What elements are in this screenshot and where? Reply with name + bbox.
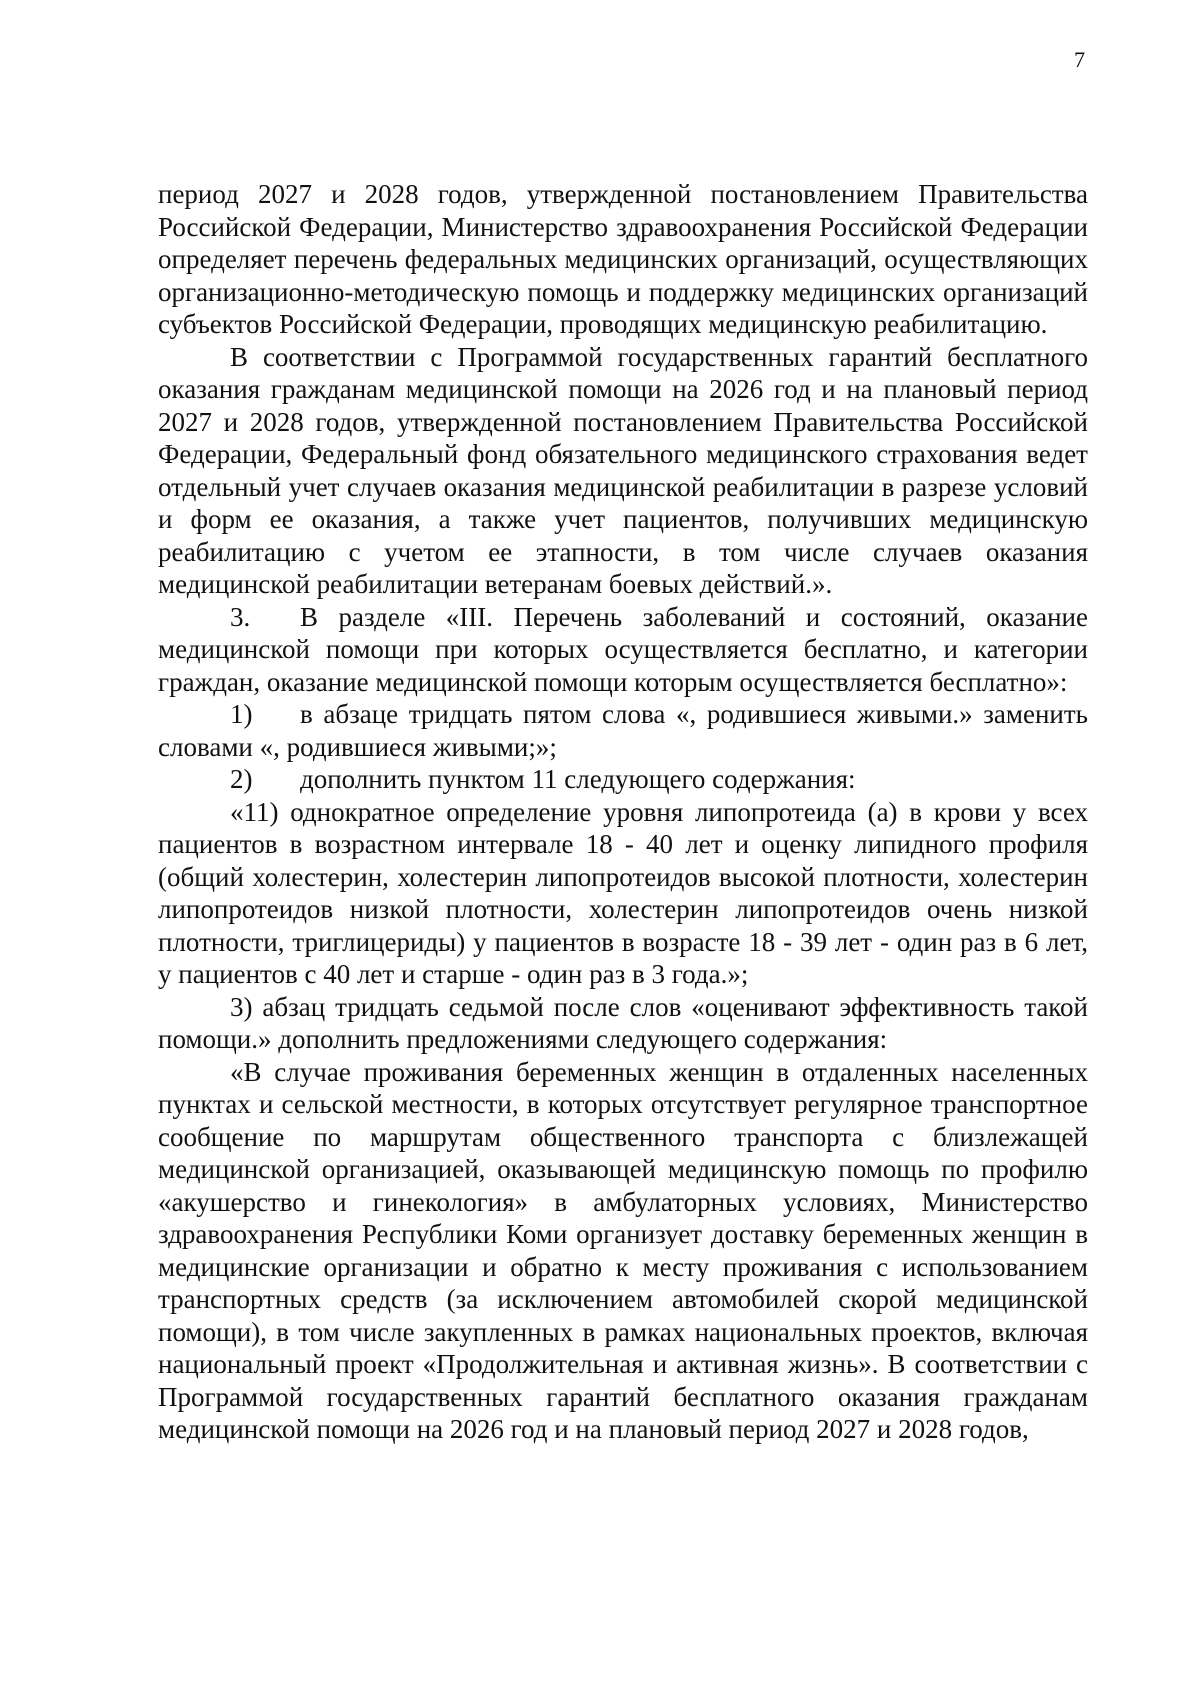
- subitem-number: 1): [230, 699, 253, 729]
- paragraph-item-3: [158, 601, 1088, 699]
- item-number: 3.: [230, 601, 251, 632]
- paragraph-subitem-3: 3) абзац тридцать седьмой после слов «оценивают эффективность такой помощи.» дополнить предложениями следующего содержания:: [158, 991, 1088, 1054]
- paragraph-point-11: «11) однократное определение уровня липопротеида (а) в крови у всех пациентов в возрастном интервале 18 - 40 лет и оценку липидного профиля (общий холестерин, холестерин липопротеидов высокой плотности, холестерин липопротеидов низкой плотности, холестерин липопротеидов очень низкой плотности, триглицериды) у пациентов в возрасте 18 - 39 лет - один раз в 6 лет, у пациентов с 40 лет и старше - один раз в 3 года.»;: [158, 796, 1088, 989]
- subitem-number: 2): [230, 764, 253, 794]
- paragraph-pregnant-transport: «В случае проживания беременных женщин в отдаленных населенных пунктах и сельской местности, в которых отсутствует регулярное транспортное сообщение по маршрутам общественного транспорта с близлежащей медицинской организацией, оказывающей медицинскую помощь по профилю «акушерство и гинекология» в амбулаторных условиях, Министерство здравоохранения Республики Коми организует доставку беременных женщин в медицинские организации и обратно к месту проживания с использованием транспортных средств (за исключением автомобилей скорой медицинской помощи), в том числе закупленных в рамках национальных проектов, включая национальный проект «Продолжительная и активная жизнь». В соответствии с Программой государственных гарантий бесплатного оказания гражданам медицинской помощи на 2026 год и на плановый период 2027 и 2028 годов,: [158, 1056, 1088, 1444]
- page-number: 7: [1074, 47, 1085, 72]
- paragraph-ffoms-accounting: В соответствии с Программой государственных гарантий бесплатного оказания гражданам медицинской помощи на 2026 год и на плановый период 2027 и 2028 годов, утвержденной постановлением Правительства Российской Федерации, Федеральный фонд обязательного медицинского страхования ведет отдельный учет случаев оказания медицинской реабилитации в разрезе условий и форм ее оказания, а также учет пациентов, получивших медицинскую реабилитацию с учетом ее этапности, в том числе случаев оказания медицинской реабилитации ветеранам боевых действий.».: [158, 341, 1088, 599]
- paragraph-subitem-2: [158, 763, 1088, 796]
- paragraph-subitem-1: [158, 698, 1088, 763]
- subitem-text: в абзаце тридцать пятом слова «, родившиеся живыми.» заменить словами «, родившиеся живыми;»;: [158, 699, 1088, 762]
- paragraph-continuation: период 2027 и 2028 годов, утвержденной постановлением Правительства Российской Федерации, Министерство здравоохранения Российской Федерации определяет перечень федеральных медицинских организаций, осуществляющих организационно-методическую помощь и поддержку медицинских организаций субъектов Российской Федерации, проводящих медицинскую реабилитацию.: [158, 179, 1088, 339]
- item-text: В разделе «III. Перечень заболеваний и состояний, оказание медицинской помощи при которых осуществляется бесплатно, и категории граждан, оказание медицинской помощи которым осуществляется бесплатно»:: [158, 601, 1088, 697]
- document-body: [158, 178, 1088, 1446]
- subitem-text: дополнить пунктом 11 следующего содержания:: [300, 764, 856, 794]
